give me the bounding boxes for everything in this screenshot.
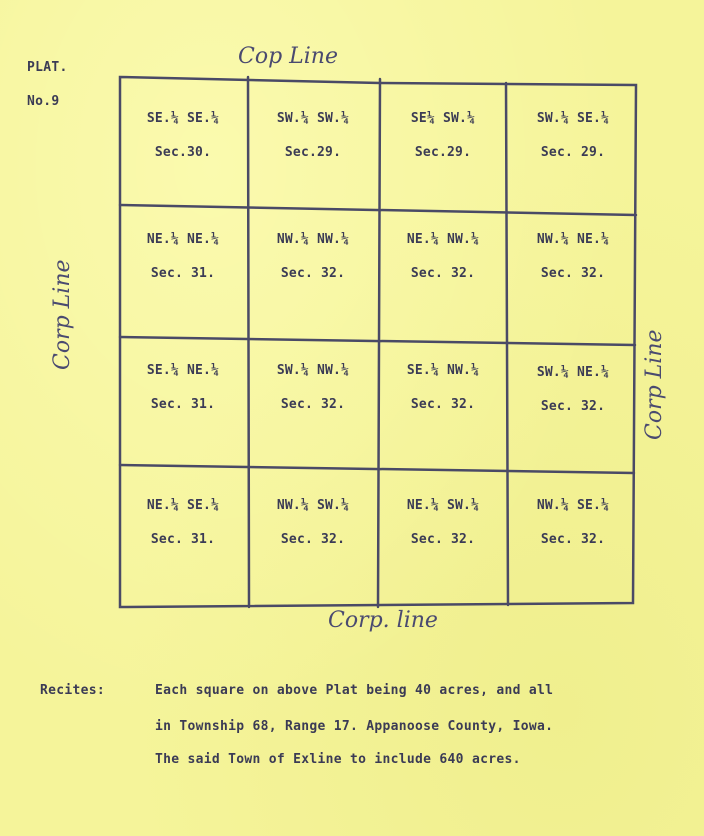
cell-section: Sec.30.	[154, 145, 212, 160]
cell-quarter: SE.¼ NW.¼	[406, 363, 480, 378]
cell-quarter: SW.¼ NW.¼	[276, 363, 350, 378]
cell-section: Sec. 31.	[150, 397, 216, 412]
recites-label: Recites:	[40, 683, 106, 698]
cell-quarter: SE.¼ NE.¼	[146, 363, 220, 378]
grid-cell	[508, 341, 638, 474]
cell-section: Sec. 32.	[410, 266, 476, 281]
cell-section: Sec. 32.	[410, 397, 476, 412]
right-boundary-label: Corp Line	[642, 329, 667, 440]
cell-quarter: SE.¼ SE.¼	[146, 111, 220, 126]
recites-line-2: in Township 68, Range 17. Appanoose County, Iowa.	[155, 719, 554, 734]
cell-quarter: NW.¼ SE.¼	[536, 498, 610, 513]
grid-cell	[508, 75, 638, 208]
grid-cell	[378, 208, 508, 341]
grid-cell	[118, 208, 248, 341]
grid-cell	[248, 208, 378, 341]
cell-section: Sec. 32.	[540, 399, 606, 414]
recites-line-3: The said Town of Exline to include 640 acres.	[155, 752, 521, 767]
grid-cell	[508, 208, 638, 341]
grid-cell	[248, 474, 378, 607]
cell-quarter: NW.¼ SW.¼	[276, 498, 350, 513]
left-boundary-label: Corp Line	[50, 259, 75, 370]
cell-section: Sec. 32.	[280, 397, 346, 412]
grid-cell	[248, 341, 378, 474]
cell-quarter: NE.¼ SE.¼	[146, 498, 220, 513]
grid-cell	[118, 474, 248, 607]
plat-number: No.9	[27, 94, 60, 109]
cell-quarter: NE.¼ NW.¼	[406, 232, 480, 247]
cell-quarter: NW.¼ NW.¼	[276, 232, 350, 247]
recites-line-1: Each square on above Plat being 40 acres, and all	[155, 683, 554, 698]
cell-section: Sec. 32.	[540, 266, 606, 281]
grid-cell	[248, 75, 378, 208]
grid-cell	[118, 341, 248, 474]
bottom-boundary-label: Corp. line	[328, 608, 438, 633]
cell-section: Sec. 32.	[410, 532, 476, 547]
grid-cell	[508, 474, 638, 607]
cell-quarter: NE.¼ SW.¼	[406, 498, 480, 513]
cell-quarter: NW.¼ NE.¼	[536, 232, 610, 247]
cell-section: Sec.29.	[414, 145, 472, 160]
cell-section: Sec. 32.	[280, 266, 346, 281]
cell-section: Sec.29.	[284, 145, 342, 160]
grid-cell	[378, 75, 508, 208]
cell-quarter: SW.¼ NE.¼	[536, 365, 610, 380]
cell-quarter: SW.¼ SE.¼	[536, 111, 610, 126]
cell-quarter: SW.¼ SW.¼	[276, 111, 350, 126]
grid-cell	[378, 474, 508, 607]
cell-section: Sec. 31.	[150, 266, 216, 281]
plat-grid	[118, 75, 638, 610]
cell-quarter: NE.¼ NE.¼	[146, 232, 220, 247]
cell-section: Sec. 31.	[150, 532, 216, 547]
cell-section: Sec. 32.	[540, 532, 606, 547]
cell-section: Sec. 29.	[540, 145, 606, 160]
top-boundary-label: Cop Line	[238, 44, 338, 69]
cell-section: Sec. 32.	[280, 532, 346, 547]
grid-cell	[118, 75, 248, 208]
grid-cell	[378, 341, 508, 474]
plat-label: PLAT.	[27, 60, 68, 75]
cell-quarter: SE¼ SW.¼	[410, 111, 476, 126]
